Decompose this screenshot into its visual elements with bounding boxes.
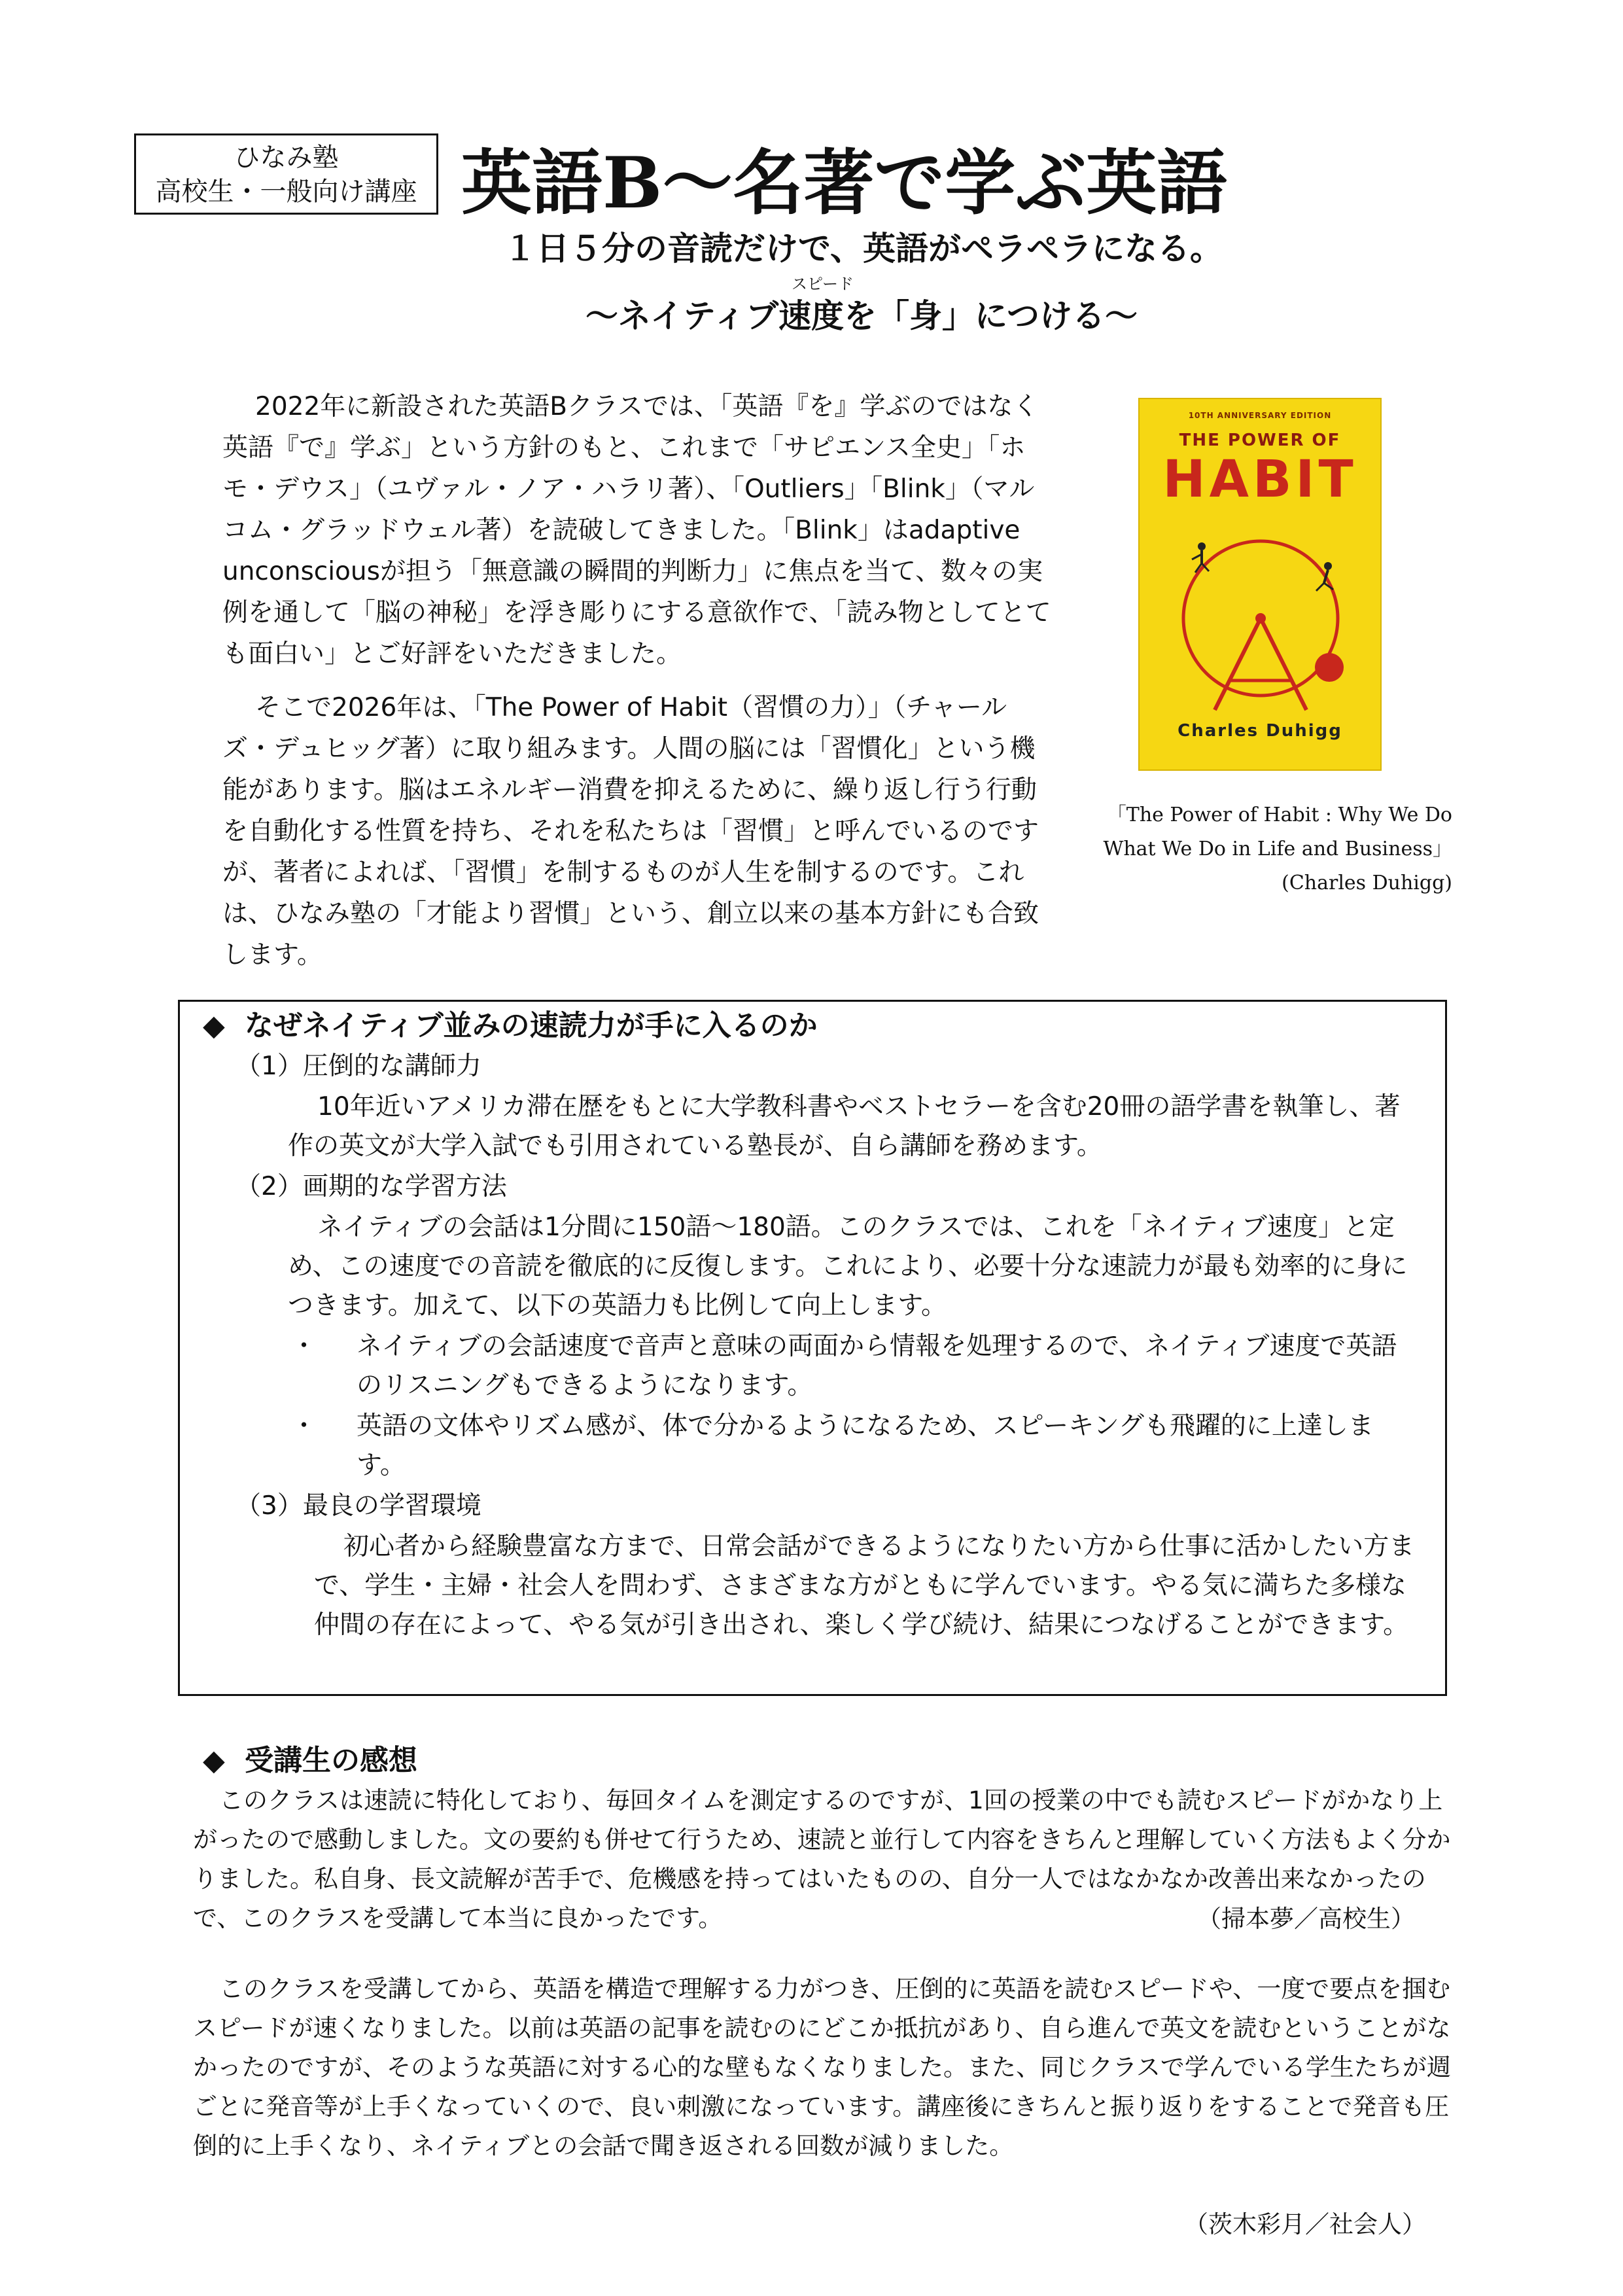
organization-label-box — [134, 133, 438, 215]
page-tagline: ～ネイティブ速度を「身」につける～ — [585, 297, 1138, 335]
feature-2-bullet-2: 英語の文体やリズム感が、体で分かるようになるため、スピーキングも飛躍的に上達します。 — [357, 1411, 1374, 1480]
features-section-title — [203, 1006, 818, 1046]
ruby-annotation: スピード — [792, 275, 854, 293]
feature-1-heading: （1）圧倒的な講師力 — [236, 1051, 481, 1081]
testimonial-1-credit: （掃本夢／高校生） — [1197, 1905, 1415, 1933]
page-title: 英語B～名著で学ぶ英語 — [461, 142, 1228, 224]
testimonials-heading: 受講生の感想 — [245, 1744, 417, 1777]
book-cover-image — [1138, 398, 1382, 771]
feature-2-bullet-1: ネイティブの会話速度で音声と意味の両面から情報を処理するので、ネイティブ速度で英語のリスニングもできるようになります。 — [357, 1332, 1397, 1400]
feature-2-body: ネイティブの会話は1分間に150語～180語。このクラスでは、これを「ネイティブ速度」と定め、この速度での音読を徹底的に反復します。これにより、必要十分な速読力が最も効率的に身につきます。加えて、以下の英語力も比例して向上します。 — [288, 1212, 1408, 1320]
diamond-bullet-icon: ◆ — [203, 1009, 225, 1042]
book-caption — [1034, 798, 1452, 900]
ferris-wheel-illustration — [1153, 520, 1369, 716]
organization-name: ひなみ塾 — [234, 143, 339, 173]
book-author-name: Charles Duhigg — [1178, 721, 1342, 741]
feature-3-heading: （3）最良の学習環境 — [236, 1491, 481, 1521]
intro-paragraph-2: そこで2026年は、「The Power of Habit（習慣の力）」（チャールズ・デュヒッグ著）に取り組みます。人間の脳には「習慣化」という機能があります。脳はエネルギー消費を抑えるために、繰り返し行う行動を自動化する性質を持ち、それを私たちは「習慣」と呼んでいるのですが、著者によれば、「習慣」を制するものが人生を制するのです。これは、ひなみ塾の「才能より習慣」という、創立以来の基本方針にも合致します。 — [222, 693, 1039, 970]
feature-2-bullet-2-mark: ・ — [291, 1411, 317, 1441]
course-audience: 高校生・一般向け講座 — [155, 177, 417, 207]
feature-1-body: 10年近いアメリカ滞在歴をもとに大学教科書やベストセラーを含む20冊の語学書を執筆し、著作の英文が大学入試でも引用されている塾長が、自ら講師を務めます。 — [288, 1092, 1401, 1161]
book-caption-line-1: 「The Power of Habit : Why We Do — [1106, 804, 1452, 826]
feature-2-bullet-1-mark: ・ — [291, 1332, 317, 1361]
book-title-main: HABIT — [1162, 450, 1357, 509]
book-edition-label: 10TH ANNIVERSARY EDITION — [1188, 411, 1332, 420]
intro-paragraph-1: 2022年に新設された英語Bクラスでは、「英語『を』学ぶのではなく英語『で』学ぶ」という方針のもと、これまで「サピエンス全史」「ホモ・デウス」（ユヴァル・ノア・ハラリ著）、「Outliers」「Blink」（マルコム・グラッドウェル著）を読破してきました。「Blink」はadaptive unconsciousが担う「無意識の瞬間的判断力」に焦点を当て、数々の実例を通して「脳の神秘」を浮き彫りにする意欲作で、「読み物としてとても面白い」とご好評をいただきました。 — [222, 392, 1051, 669]
testimonial-1-text: このクラスは速読に特化しており、毎回タイムを測定するのですが、1回の授業の中でも読むスピードがかなり上がったので感動しました。文の要約も併せて行うため、速読と並行して内容をきちんと理解していく方法もよく分かりました。私自身、長文読解が苦手で、危機感を持ってはいたものの、自分一人ではなかなか改善出来なかったので、このクラスを受講して本当に良かったです。 — [193, 1786, 1451, 1932]
testimonial-2-credit: （茨木彩月／社会人） — [1184, 2210, 1426, 2238]
feature-3-body: 初心者から経験豊富な方まで、日常会話ができるようになりたい方から仕事に活かしたい方まで、学生・主婦・社会人を問わず、さまざまな方がともに学んでいます。やる気に満ちた多様な仲間の存在によって、やる気が引き出され、楽しく学び続け、結果につなげることができます。 — [314, 1532, 1415, 1640]
page-subtitle: １日５分の音読だけで、英語がペラペラになる。 — [504, 230, 1223, 268]
book-caption-line-3: (Charles Duhigg) — [1282, 872, 1452, 894]
features-section-heading: なぜネイティブ並みの速読力が手に入るのか — [245, 1009, 818, 1042]
book-title-top: THE POWER OF — [1179, 431, 1341, 450]
testimonial-2-text: このクラスを受講してから、英語を構造で理解する力がつき、圧倒的に英語を読むスピードや、一度で要点を掴むスピードが速くなりました。以前は英語の記事を読むのにどこか抵抗があり、自ら進んで英文を読むということがなかったのですが、そのような英語に対する心的な壁もなくなりました。また、同じクラスで学んでいる学生たちが週ごとに発音等が上手くなっていくので、良い刺激になっています。講座後にきちんと振り返りをすることで発音も圧倒的に上手くなり、ネイティブとの会話で聞き返される回数が減りました。 — [193, 1975, 1451, 2160]
testimonials-title — [203, 1740, 417, 1781]
feature-2-heading: （2）画期的な学習方法 — [236, 1172, 507, 1201]
diamond-bullet-icon: ◆ — [203, 1744, 225, 1777]
book-caption-line-2: What We Do in Life and Business」 — [1103, 838, 1452, 860]
